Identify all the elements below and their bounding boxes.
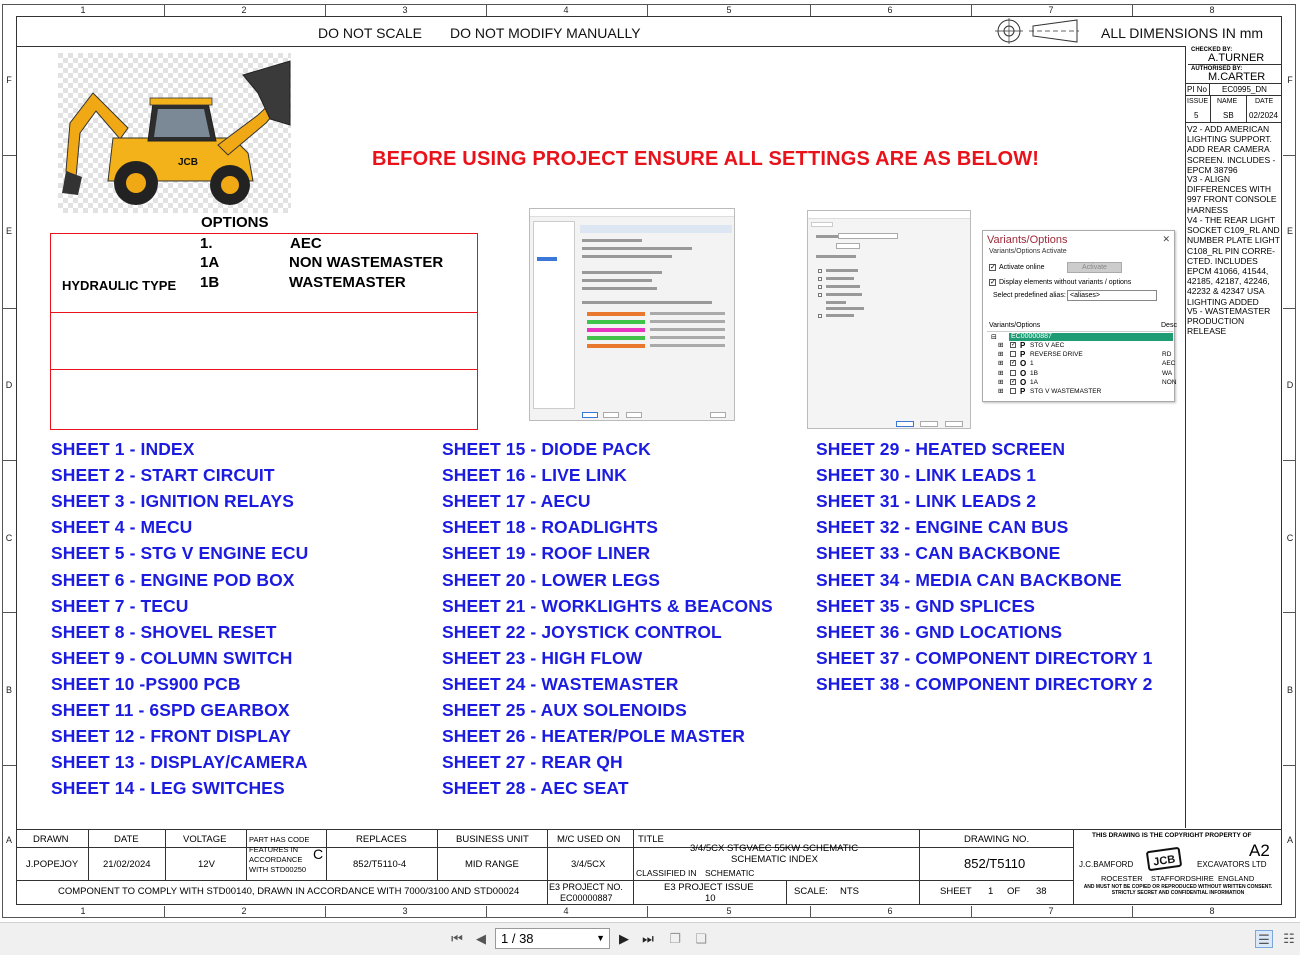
- address-3: ENGLAND: [1218, 874, 1255, 883]
- date-value: 02/2024: [1249, 111, 1278, 120]
- comply-note: COMPONENT TO COMPLY WITH STD00140, DRAWN IN ACCORDANCE WITH 7000/3100 AND STD00024: [58, 886, 520, 897]
- part-code-value: C: [313, 846, 324, 862]
- variants-activate-group: Variants/Options Activate: [989, 248, 1067, 255]
- variant-label: STG V WASTEMASTER: [1030, 388, 1102, 395]
- company-name-right: EXCAVATORS LTD: [1197, 860, 1267, 869]
- tree-expand-icon[interactable]: ⊞: [998, 351, 1004, 359]
- sheet-link[interactable]: SHEET 34 - MEDIA CAN BACKBONE: [816, 569, 1122, 590]
- variant-desc: RD: [1162, 351, 1172, 359]
- variant-checkbox[interactable]: ✓: [1011, 342, 1017, 348]
- zone-col-6-bottom: 6: [887, 906, 893, 916]
- sheet-link[interactable]: SHEET 8 - SHOVEL RESET: [51, 621, 277, 642]
- zone-row-a: A: [5, 835, 12, 845]
- address-2: STAFFORDSHIRE: [1151, 874, 1214, 883]
- variant-checkbox[interactable]: [1010, 388, 1016, 394]
- legal-note: AND MUST NOT BE COPIED OR REPRODUCED WITHOUT WRITTEN CONSENT. STRICTLY SECRET AND CONFIDENTIAL INFORMATION: [1083, 884, 1273, 896]
- variants-dialog-title: Variants/Options: [987, 234, 1068, 246]
- sheet-link[interactable]: SHEET 26 - HEATER/POLE MASTER: [442, 726, 746, 747]
- part-code-text: PART HAS CODE FEATURES IN ACCORDANCE WITH STD00250: [249, 835, 310, 874]
- zone-row-f-right: F: [1287, 75, 1293, 85]
- replaces-value: 852/T5110-4: [353, 859, 407, 870]
- sheet-link[interactable]: SHEET 14 - LEG SWITCHES: [51, 778, 285, 799]
- voltage-label: VOLTAGE: [183, 834, 227, 845]
- zone-row-b-right: B: [1286, 685, 1293, 695]
- sheet-link[interactable]: SHEET 38 - COMPONENT DIRECTORY 2: [816, 673, 1153, 694]
- option-code-3: 1B: [200, 274, 220, 291]
- sheet-link[interactable]: SHEET 25 - AUX SOLENOIDS: [442, 700, 687, 720]
- option-name-3: WASTEMASTER: [289, 274, 406, 291]
- display-without-variants-label: Display elements without variants / options: [999, 279, 1132, 286]
- variant-tree-item[interactable]: [990, 341, 1174, 350]
- sheet-link[interactable]: SHEET 32 - ENGINE CAN BUS: [816, 517, 1069, 538]
- zone-col-4-bottom: 4: [563, 906, 569, 916]
- do-not-scale-note: DO NOT SCALE: [318, 25, 422, 41]
- sheet-link[interactable]: SHEET 1 - INDEX: [51, 439, 195, 459]
- name-value: SB: [1223, 111, 1234, 120]
- continuous-view-icon[interactable]: ☷: [1283, 931, 1295, 946]
- zone-col-8-bottom: 8: [1209, 906, 1215, 916]
- drawing-no-value: 852/T5110: [964, 856, 1026, 871]
- sheet-link[interactable]: SHEET 5 - STG V ENGINE ECU: [51, 543, 309, 564]
- zone-col-7-bottom: 7: [1048, 906, 1054, 916]
- first-page-icon[interactable]: ⏮: [451, 931, 463, 946]
- zone-row-c: C: [5, 533, 13, 543]
- variant-checkbox[interactable]: [1010, 370, 1016, 376]
- variant-label: 1B: [1030, 369, 1038, 377]
- activate-button[interactable]: Activate: [1067, 262, 1122, 273]
- projection-symbol-icon: [993, 18, 1081, 44]
- zone-col-2: 2: [241, 5, 247, 15]
- variant-label: STG V AEC: [1030, 342, 1065, 349]
- zone-row-d-right: D: [1286, 380, 1294, 390]
- variant-checkbox[interactable]: ✓: [1011, 378, 1017, 385]
- page-number-select[interactable]: [495, 928, 610, 949]
- of-label: OF: [1007, 886, 1021, 897]
- variants-dialog-close-icon[interactable]: ✕: [1162, 234, 1170, 244]
- sheet-label: SHEET: [940, 886, 972, 897]
- copy-page-icon[interactable]: ❐: [669, 931, 681, 946]
- hydraulic-type-label: HYDRAULIC TYPE: [62, 278, 177, 293]
- revision-note-v3: V3 - ALIGN DIFFERENCES WITH 997 FRONT CONSOLE HARNESS: [1187, 174, 1277, 215]
- next-page-icon[interactable]: ▶: [619, 931, 629, 946]
- page-number-value: 1 / 38: [501, 931, 534, 946]
- sheet-link[interactable]: SHEET 2 - START CIRCUIT: [51, 465, 275, 486]
- sheet-link[interactable]: SHEET 7 - TECU: [51, 595, 189, 616]
- sheet-link[interactable]: SHEET 16 - LIVE LINK: [442, 465, 627, 486]
- sheet-number: 1: [988, 886, 994, 897]
- title-date-value: 21/02/2024: [103, 859, 151, 870]
- variant-tree-item[interactable]: [990, 369, 1174, 378]
- e3-issue-value: 10: [705, 893, 716, 904]
- variant-type: P: [1020, 350, 1026, 360]
- sheet-link[interactable]: SHEET 23 - HIGH FLOW: [442, 647, 643, 668]
- zone-col-6: 6: [887, 5, 893, 15]
- variant-tree-item[interactable]: [990, 350, 1174, 359]
- variant-type: O: [1020, 377, 1027, 387]
- zone-row-e-right: E: [1286, 226, 1293, 236]
- tree-expand-icon[interactable]: ⊞: [998, 360, 1004, 368]
- sheet-link[interactable]: SHEET 3 - IGNITION RELAYS: [51, 491, 295, 512]
- classified-label: CLASSIFIED IN: [636, 868, 697, 878]
- viewer-toolbar: [0, 922, 1300, 955]
- mc-used-on-label: M/C USED ON: [557, 834, 621, 845]
- copyright-note: THIS DRAWING IS THE COPYRIGHT PROPERTY OF: [1092, 832, 1252, 839]
- authorised-by-value: M.CARTER: [1208, 71, 1266, 83]
- variant-type: P: [1020, 341, 1026, 350]
- paste-page-icon[interactable]: ❏: [695, 931, 707, 946]
- variant-type: O: [1020, 359, 1027, 369]
- sheet-link[interactable]: SHEET 15 - DIODE PACK: [442, 439, 651, 459]
- date-label: DATE: [1255, 98, 1274, 105]
- sheet-link[interactable]: SHEET 9 - COLUMN SWITCH: [51, 647, 293, 668]
- zone-row-e: E: [5, 226, 12, 236]
- tree-expand-icon[interactable]: ⊞: [998, 378, 1004, 386]
- zone-col-2-bottom: 2: [241, 906, 247, 916]
- voltage-value: 12V: [198, 859, 215, 870]
- zone-row-d: D: [5, 380, 13, 390]
- sheet-size: A2: [1249, 841, 1270, 860]
- checked-by-value: A.TURNER: [1208, 52, 1265, 64]
- drawn-label: DRAWN: [33, 834, 69, 845]
- variant-label: REVERSE DRIVE: [1030, 351, 1083, 359]
- e3-project-value: EC00000887: [560, 893, 613, 903]
- predefined-alias-label: Select predefined alias:: [993, 292, 1066, 299]
- variant-tree-item[interactable]: [990, 377, 1177, 387]
- zone-col-8: 8: [1209, 5, 1215, 15]
- sheet-link[interactable]: SHEET 31 - LINK LEADS 2: [816, 491, 1037, 512]
- option-name-2: NON WASTEMASTER: [289, 254, 444, 271]
- previous-page-icon[interactable]: ◀: [476, 931, 486, 946]
- sheet-link[interactable]: SHEET 17 - AECU: [442, 491, 591, 512]
- backhoe-logo-text: JCB: [178, 157, 199, 168]
- sheet-link[interactable]: SHEET 13 - DISPLAY/CAMERA: [51, 752, 308, 773]
- drawn-value: J.POPEJOY: [26, 859, 79, 870]
- zone-row-c-right: C: [1286, 533, 1294, 543]
- tree-collapse-icon[interactable]: ⊟: [991, 334, 997, 341]
- variant-type: O: [1020, 368, 1027, 378]
- chevron-down-icon: ▼: [596, 933, 605, 943]
- sheet-link[interactable]: SHEET 36 - GND LOCATIONS: [816, 621, 1063, 642]
- sheet-link[interactable]: SHEET 30 - LINK LEADS 1: [816, 465, 1037, 486]
- scale-label: SCALE:: [794, 886, 828, 897]
- variant-checkbox[interactable]: ✓: [1011, 360, 1017, 367]
- sheet-link[interactable]: SHEET 28 - AEC SEAT: [442, 778, 629, 799]
- variant-label: 1A: [1030, 378, 1038, 386]
- last-page-icon[interactable]: ⏭: [642, 931, 654, 946]
- sheet-link[interactable]: SHEET 11 - 6SPD GEARBOX: [51, 700, 290, 720]
- zone-col-3: 3: [402, 5, 408, 15]
- variant-type: P: [1020, 387, 1026, 396]
- sheet-link[interactable]: SHEET 29 - HEATED SCREEN: [816, 439, 1066, 459]
- variant-desc: WA: [1162, 369, 1173, 377]
- zone-row-f: F: [6, 75, 12, 85]
- company-name-left: J.C.BAMFORD: [1079, 860, 1134, 869]
- replaces-label: REPLACES: [356, 834, 407, 845]
- sheet-link[interactable]: SHEET 27 - REAR QH: [442, 752, 623, 773]
- zone-col-1: 1: [80, 5, 86, 15]
- sheet-link[interactable]: SHEET 18 - ROADLIGHTS: [442, 517, 659, 538]
- options-title: OPTIONS: [201, 214, 269, 231]
- variant-desc: NON: [1162, 378, 1177, 386]
- e3-issue-label: E3 PROJECT ISSUE: [664, 882, 754, 893]
- address-1: ROCESTER: [1101, 874, 1143, 883]
- pi-no-label: PI No: [1187, 85, 1208, 94]
- single-page-view-icon[interactable]: ☰: [1255, 930, 1273, 948]
- revision-note-v4: V4 - THE REAR LIGHT SOCKET C109_RL AND NUMBER PLATE LIGHT C108_RL PIN CORRE-CTED. INCLUDES EPCM 41066, 41544, 42185, 42187, 42246, 42232 & 42347 USA LIGHTING ADDED: [1187, 215, 1280, 307]
- authorised-by-label: AUTHORISED BY:: [1191, 66, 1243, 72]
- sheet-link[interactable]: SHEET 4 - MECU: [51, 517, 193, 538]
- tree-expand-icon[interactable]: ⊞: [998, 342, 1004, 349]
- sheet-link[interactable]: SHEET 33 - CAN BACKBONE: [816, 543, 1061, 564]
- activate-online-checkbox[interactable]: ✓: [990, 264, 996, 271]
- issue-value: 5: [1194, 111, 1199, 120]
- sheet-link[interactable]: SHEET 24 - WASTEMASTER: [442, 673, 679, 694]
- variant-label: 1: [1030, 360, 1034, 368]
- checked-by-label: CHECKED BY:: [1191, 47, 1233, 53]
- variant-checkbox[interactable]: [1010, 351, 1016, 357]
- activate-online-label: Activate online: [999, 264, 1045, 271]
- display-without-variants-checkbox[interactable]: ✓: [990, 279, 996, 286]
- mc-used-on-value: 3/4/5CX: [571, 859, 606, 870]
- sheet-link[interactable]: SHEET 6 - ENGINE POD BOX: [51, 569, 295, 590]
- option-name-1: AEC: [290, 235, 322, 252]
- sheet-link[interactable]: SHEET 19 - ROOF LINER: [442, 543, 651, 564]
- variant-tree-item[interactable]: [990, 387, 1174, 396]
- jcb-logo-text: JCB: [1152, 853, 1177, 869]
- scale-value: NTS: [840, 886, 859, 897]
- sheet-link[interactable]: SHEET 12 - FRONT DISPLAY: [51, 726, 291, 747]
- sheet-link[interactable]: SHEET 10 -PS900 PCB: [51, 673, 241, 694]
- settings-warning: BEFORE USING PROJECT ENSURE ALL SETTINGS ARE AS BELOW!: [372, 148, 1040, 170]
- sheet-link[interactable]: SHEET 22 - JOYSTICK CONTROL: [442, 621, 722, 642]
- issue-label: ISSUE: [1187, 98, 1209, 105]
- zone-col-1-bottom: 1: [80, 906, 86, 916]
- jcb-logo-icon: [1145, 846, 1183, 872]
- option-code-1: 1.: [200, 235, 213, 252]
- zone-col-4: 4: [563, 5, 569, 15]
- dimensions-note: ALL DIMENSIONS IN mm: [1101, 25, 1264, 41]
- business-unit-label: BUSINESS UNIT: [456, 834, 529, 845]
- variants-project-node[interactable]: EC00000887: [1009, 333, 1173, 341]
- e3-project-label: E3 PROJECT NO.: [549, 882, 623, 892]
- tree-control-screenshot: [807, 210, 971, 429]
- zone-row-a-right: A: [1286, 835, 1293, 845]
- variants-list-header: Variants/Options: [989, 322, 1041, 329]
- title-line-1: 3/4/5CX STGVAEC 55KW SCHEMATIC: [690, 843, 859, 854]
- business-unit-value: MID RANGE: [465, 859, 519, 870]
- option-code-2: 1A: [200, 254, 220, 271]
- variant-desc: AEC: [1162, 360, 1176, 368]
- zone-col-5: 5: [726, 5, 732, 15]
- classified-value: SCHEMATIC: [705, 868, 755, 878]
- do-not-modify-note: DO NOT MODIFY MANUALLY: [450, 25, 641, 41]
- sheet-link[interactable]: SHEET 21 - WORKLIGHTS & BEACONS: [442, 595, 773, 616]
- sheet-total: 38: [1036, 886, 1047, 897]
- predefined-alias-select[interactable]: <aliases>: [1067, 290, 1157, 301]
- tree-expand-icon[interactable]: ⊞: [998, 388, 1004, 395]
- title-line-2: SCHEMATIC INDEX: [731, 854, 818, 865]
- sheet-link[interactable]: SHEET 20 - LOWER LEGS: [442, 569, 660, 590]
- pi-no-value: EC0995_DN: [1222, 85, 1267, 94]
- zone-col-7: 7: [1048, 5, 1054, 15]
- title-date-label: DATE: [114, 834, 139, 845]
- title-label: TITLE: [638, 834, 664, 845]
- zone-row-b: B: [5, 685, 12, 695]
- revision-note-v2: V2 - ADD AMERICAN LIGHTING SUPPORT. ADD REAR CAMERA SCREEN. INCLUDES - EPCM 38796: [1187, 124, 1276, 175]
- backhoe-loader-image: [58, 53, 291, 213]
- zone-col-3-bottom: 3: [402, 906, 408, 916]
- drawing-no-label: DRAWING NO.: [964, 834, 1030, 845]
- zone-col-5-bottom: 5: [726, 906, 732, 916]
- settings-dialog-screenshot: [529, 208, 735, 421]
- variant-tree-item[interactable]: [990, 359, 1174, 368]
- sheet-link[interactable]: SHEET 37 - COMPONENT DIRECTORY 1: [816, 647, 1153, 668]
- revision-note-v5: V5 - WASTEMASTER PRODUCTION RELEASE: [1187, 306, 1271, 337]
- variants-list-desc-header: Desc: [1161, 322, 1177, 329]
- tree-expand-icon[interactable]: ⊞: [998, 369, 1004, 377]
- sheet-link[interactable]: SHEET 35 - GND SPLICES: [816, 595, 1036, 616]
- name-label: NAME: [1217, 98, 1238, 105]
